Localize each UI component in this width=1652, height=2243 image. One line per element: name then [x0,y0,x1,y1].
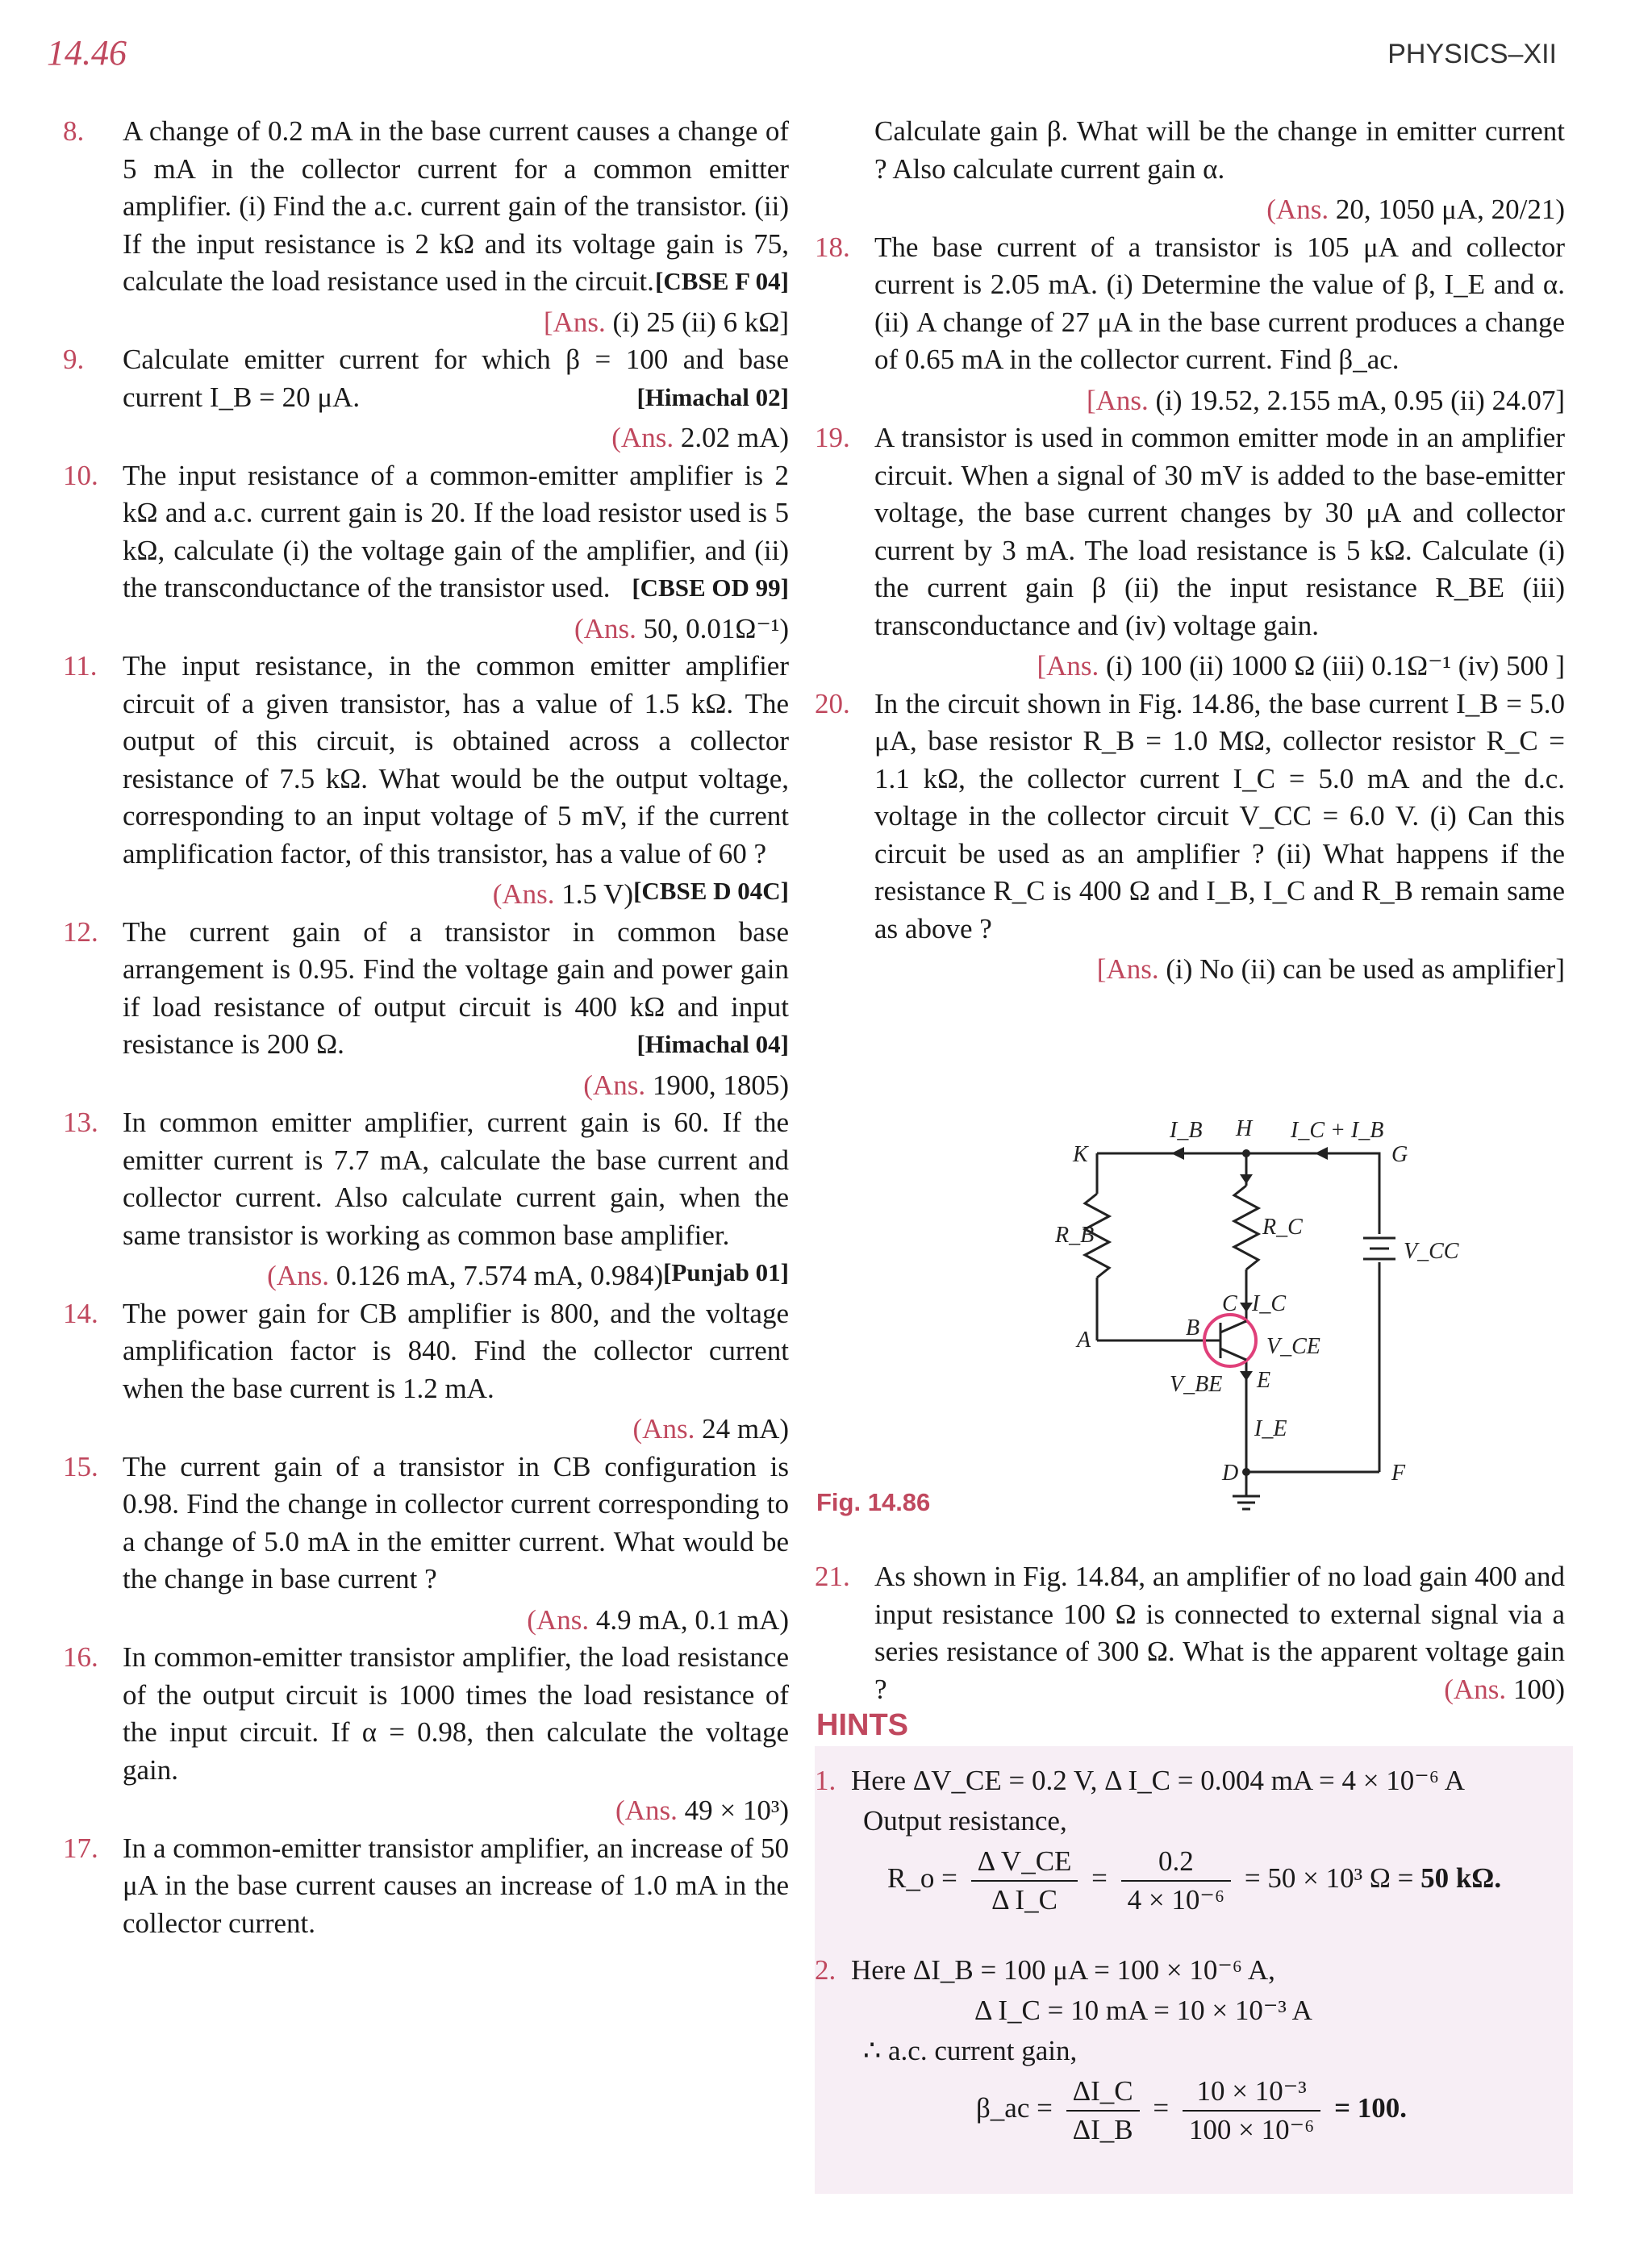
answer-label: (Ans. [492,878,555,910]
hint-2-formula: β_ac = $\frac{\Delta I\_C}{\Delta I\_B}$ = $\frac{\text{10 × 10⁻³}}{\text{100 × 10⁻⁶}}$ = 100. [976,2073,1407,2149]
answer-line [815,951,1565,989]
answer-value: 100) [1512,1673,1565,1705]
question-number: 11. [63,650,98,682]
label-rb: R_B [1055,1223,1095,1248]
circuit-diagram [1049,1097,1500,1532]
label-rc: R_C [1262,1215,1303,1240]
answer-label: (Ans. [632,1413,695,1445]
question-number: 9. [63,344,85,375]
question-text: In the circuit shown in Fig. 14.86, the base current I_B = 5.0 μA, base resistor R_B = 1.0 MΩ, collector resistor R_C = 1.1 kΩ, the collector current I_C = 5.0 mA and the d.c. voltage in the collector circuit V_CC = 6.0 V. (i) Can this circuit be used as an amplifier ? (ii) What happens if the resistance R_C is 400 Ω and I_B, I_C and R_B remain same as above ? [874,687,1565,944]
answer-line [815,191,1565,229]
question-21 [815,1558,1565,1711]
label-f: F [1391,1461,1406,1486]
answer-value: (i) 100 (ii) 1000 Ω (iii) 0.1Ω⁻¹ (iv) 500 ] [1106,650,1565,682]
question-number: 8. [63,115,85,147]
answer-value: 49 × 10³) [684,1795,789,1826]
label-ic-ib: I_C + I_B [1291,1118,1384,1143]
answer-label: (Ans. [267,1260,329,1291]
question-number: 14. [63,1297,98,1329]
label-k: K [1073,1142,1088,1167]
hint-1 [815,1762,1565,1799]
label-e: E [1257,1368,1271,1393]
question-number: 20. [815,687,850,719]
frac-num: ΔI_C [1066,2073,1140,2112]
hint-2-line2: Δ I_C = 10 mA = 10 × 10⁻³ A [974,1995,1312,2026]
label-g: G [1391,1142,1408,1167]
answer-label: (Ans. [1266,194,1329,225]
answer-line [815,382,1565,420]
formula-lhs: R_o = [887,1862,957,1895]
exam-source: [Punjab 01] [663,1258,789,1286]
formula-lhs: β_ac = [976,2092,1053,2124]
frac-num: Δ V_CE [971,1843,1078,1882]
answer-value: 1900, 1805) [652,1069,789,1101]
book-title: PHYSICS–XII [1387,39,1557,69]
question-number: 16. [63,1641,98,1673]
question-item [815,113,1565,188]
answer-label: [Ans. [1037,650,1099,682]
answer-value: 2.02 mA) [680,422,789,453]
question-item [63,113,789,301]
label-vce: V_CE [1266,1334,1320,1359]
answer-line [63,1067,789,1105]
hints-panel [815,1746,1573,2194]
question-item [815,419,1565,644]
question-number: 17. [63,1832,98,1864]
answer-label: (Ans. [527,1603,590,1636]
answer-line [63,419,789,457]
page-number: 14.46 [47,33,127,73]
hint-1-formula: R_o = $\frac{\text{Δ V\_CE}}{\text{Δ I\_C}}$ = $\frac{0.2}{\text{4 × 10⁻⁶}}$ = 50 × 10³ Ω = 50 kΩ. [887,1843,1501,1919]
answer-value: (i) No (ii) can be used as amplifier] [1166,953,1565,985]
question-text: The input resistance of a common-emitter amplifier is 2 kΩ and a.c. current gain is 20. If the load resistor used is 5 kΩ, calculate (i) the voltage gain of the amplifier, and (ii) the transconductance of the transistor used. [123,459,789,603]
answer-value: 1.5 V) [561,878,634,910]
question-number: 10. [63,459,98,491]
exam-source: [CBSE OD 99] [632,573,789,602]
question-item [815,686,1565,948]
hint-2-line3: ∴ a.c. current gain, [863,2035,1078,2066]
exam-source: [Himachal 04] [636,1030,789,1058]
label-b: B [1186,1315,1200,1340]
hint-2 [815,1952,1275,1989]
label-h: H [1236,1116,1253,1141]
question-text: The power gain for CB amplifier is 800, and the voltage amplification factor is 840. Find the collector current when the base current is 1.2 mA. [123,1297,789,1404]
answer-line [815,648,1565,686]
answer-label: [Ans. [543,306,606,338]
answer-label: [Ans. [1086,384,1149,416]
answer-label: (Ans. [1444,1673,1507,1705]
hints-heading: HINTS [816,1708,908,1742]
answer-label: (Ans. [611,422,674,453]
hint-2-line1: Here ΔI_B = 100 μA = 100 × 10⁻⁶ A, [851,1954,1275,1986]
question-number: 15. [63,1450,98,1482]
question-number: 18. [815,231,850,263]
hint-1-line2: Output resistance, [863,1805,1067,1837]
answer-value: 0.126 mA, 7.574 mA, 0.984) [336,1260,664,1291]
answer-value: (i) 19.52, 2.155 mA, 0.95 (ii) 24.07] [1155,384,1565,416]
label-d: D [1222,1461,1239,1486]
left-column [63,113,789,1945]
figure-caption: Fig. 14.86 [816,1488,931,1516]
exam-source: [Himachal 02] [636,382,789,411]
answer-label: (Ans. [583,1069,646,1101]
answer-line [63,1602,789,1640]
question-text: In a common-emitter transistor amplifier, an increase of 50 μA in the base current causes an increase of 1.0 mA in the collector current. [123,1832,789,1939]
question-text: Calculate gain β. What will be the change in emitter current ? Also calculate current gain α. [874,115,1565,185]
frac-den: 4 × 10⁻⁶ [1127,1884,1225,1916]
formula-result-bold: 50 kΩ. [1420,1862,1502,1895]
answer-line [63,1792,789,1830]
answer-line [63,1411,789,1449]
label-c: C [1222,1291,1237,1316]
question-text: The base current of a transistor is 105 μA and collector current is 2.05 mA. (i) Determine the value of β, I_E and α. (ii) A change of 27 μA in the base current produces a change of 0.65 mA in the collector current. Find β_ac. [874,231,1565,375]
hint-1-line1: Here ΔV_CE = 0.2 V, Δ I_C = 0.004 mA = 4 × 10⁻⁶ A [851,1765,1466,1796]
frac-num: 0.2 [1121,1843,1231,1882]
hint-number: 1. [815,1765,836,1796]
answer-value: (i) 25 (ii) 6 kΩ] [612,306,789,338]
right-column [815,113,1565,989]
answer-label: (Ans. [615,1795,678,1826]
label-ib: I_B [1170,1118,1203,1143]
question-text: The current gain of a transistor in CB configuration is 0.98. Find the change in collector current corresponding to a change of 5.0 mA in the emitter current. What would be the change in base current ? [123,1450,789,1595]
label-ic: I_C [1252,1291,1286,1316]
label-vcc: V_CC [1404,1239,1459,1264]
question-text: Calculate emitter current for which β = 100 and base current I_B = 20 μA. [123,344,789,413]
answer-line [63,611,789,648]
formula-result: = 100. [1334,2092,1408,2124]
question-text: As shown in Fig. 14.84, an amplifier of no load gain 400 and input resistance 100 Ω is connected to external signal via a series resistance of 300 Ω. What is the apparent voltage gain ? [874,1561,1565,1705]
answer-value: 24 mA) [702,1413,789,1445]
answer-label: (Ans. [574,612,636,644]
exam-source: [CBSE F 04] [655,267,789,295]
label-ie: I_E [1254,1416,1287,1441]
question-text: The input resistance, in the common emitter amplifier circuit of a given transistor, has a value of 1.5 kΩ. The output of this circuit, is obtained across a collector resistance of 7.5 kΩ. What would be the output voltage, corresponding to an input voltage of 5 mV, if the current amplification factor, of this transistor, has a value of 60 ? [123,650,789,869]
frac-den: 100 × 10⁻⁶ [1188,2114,1315,2145]
answer-value: 50, 0.01Ω⁻¹) [643,612,789,644]
label-vbe: V_BE [1170,1372,1223,1397]
answer-label: [Ans. [1096,953,1159,985]
question-text: The current gain of a transistor in common base arrangement is 0.95. Find the voltage gain and power gain if load resistance of output circuit is 400 kΩ and input resistance is 200 Ω. [123,915,789,1060]
question-text: A transistor is used in common emitter mode in an amplifier circuit. When a signal of 30 mV is added to the base-emitter voltage, the base current changes by 30 μA and collector current by 3 mA. The load resistance is 5 kΩ. Calculate (i) the current gain β (ii) the input resistance R_BE (iii) transconductance and (iv) voltage gain. [874,422,1565,641]
exam-source: [CBSE D 04C] [633,877,789,905]
question-item [63,1449,789,1599]
answer-value: 4.9 mA, 0.1 mA) [595,1603,789,1636]
frac-den: Δ I_C [991,1884,1058,1916]
label-a: A [1077,1328,1091,1353]
question-text: A change of 0.2 mA in the base current causes a change of 5 mA in the collector current for a common emitter amplifier. (i) Find the a.c. current gain of the transistor. (ii) If the input resistance is 2 kΩ and its voltage gain is 75, calculate the load resistance used in the circuit. [123,115,789,297]
question-item [63,1295,789,1408]
question-item [63,914,789,1064]
formula-result: = 50 × 10³ Ω = [1244,1862,1421,1895]
frac-num: 10 × 10⁻³ [1183,2073,1320,2112]
question-number: 12. [63,915,98,948]
question-text: In common emitter amplifier, current gain is 60. If the emitter current is 7.7 mA, calculate the base current and collector current. Also calculate current gain, when the same transistor is working as common base amplifier. [123,1107,789,1251]
question-item [815,229,1565,379]
question-number: 19. [815,422,850,453]
question-number: 21. [815,1561,850,1592]
answer-line [63,304,789,342]
frac-den: ΔI_B [1072,2114,1133,2145]
question-item [63,1639,789,1789]
hint-number: 2. [815,1954,836,1986]
question-text: In common-emitter transistor amplifier, the load resistance of the output circuit is 1000 times the load resistance of the input circuit. If α = 0.98, then calculate the voltage gain. [123,1641,789,1786]
question-number: 13. [63,1107,98,1138]
answer-value: 20, 1050 μA, 20/21) [1335,194,1565,225]
question-item [63,457,789,607]
question-item [63,341,789,416]
rc-resistor [1234,1186,1258,1270]
question-item [63,1830,789,1943]
